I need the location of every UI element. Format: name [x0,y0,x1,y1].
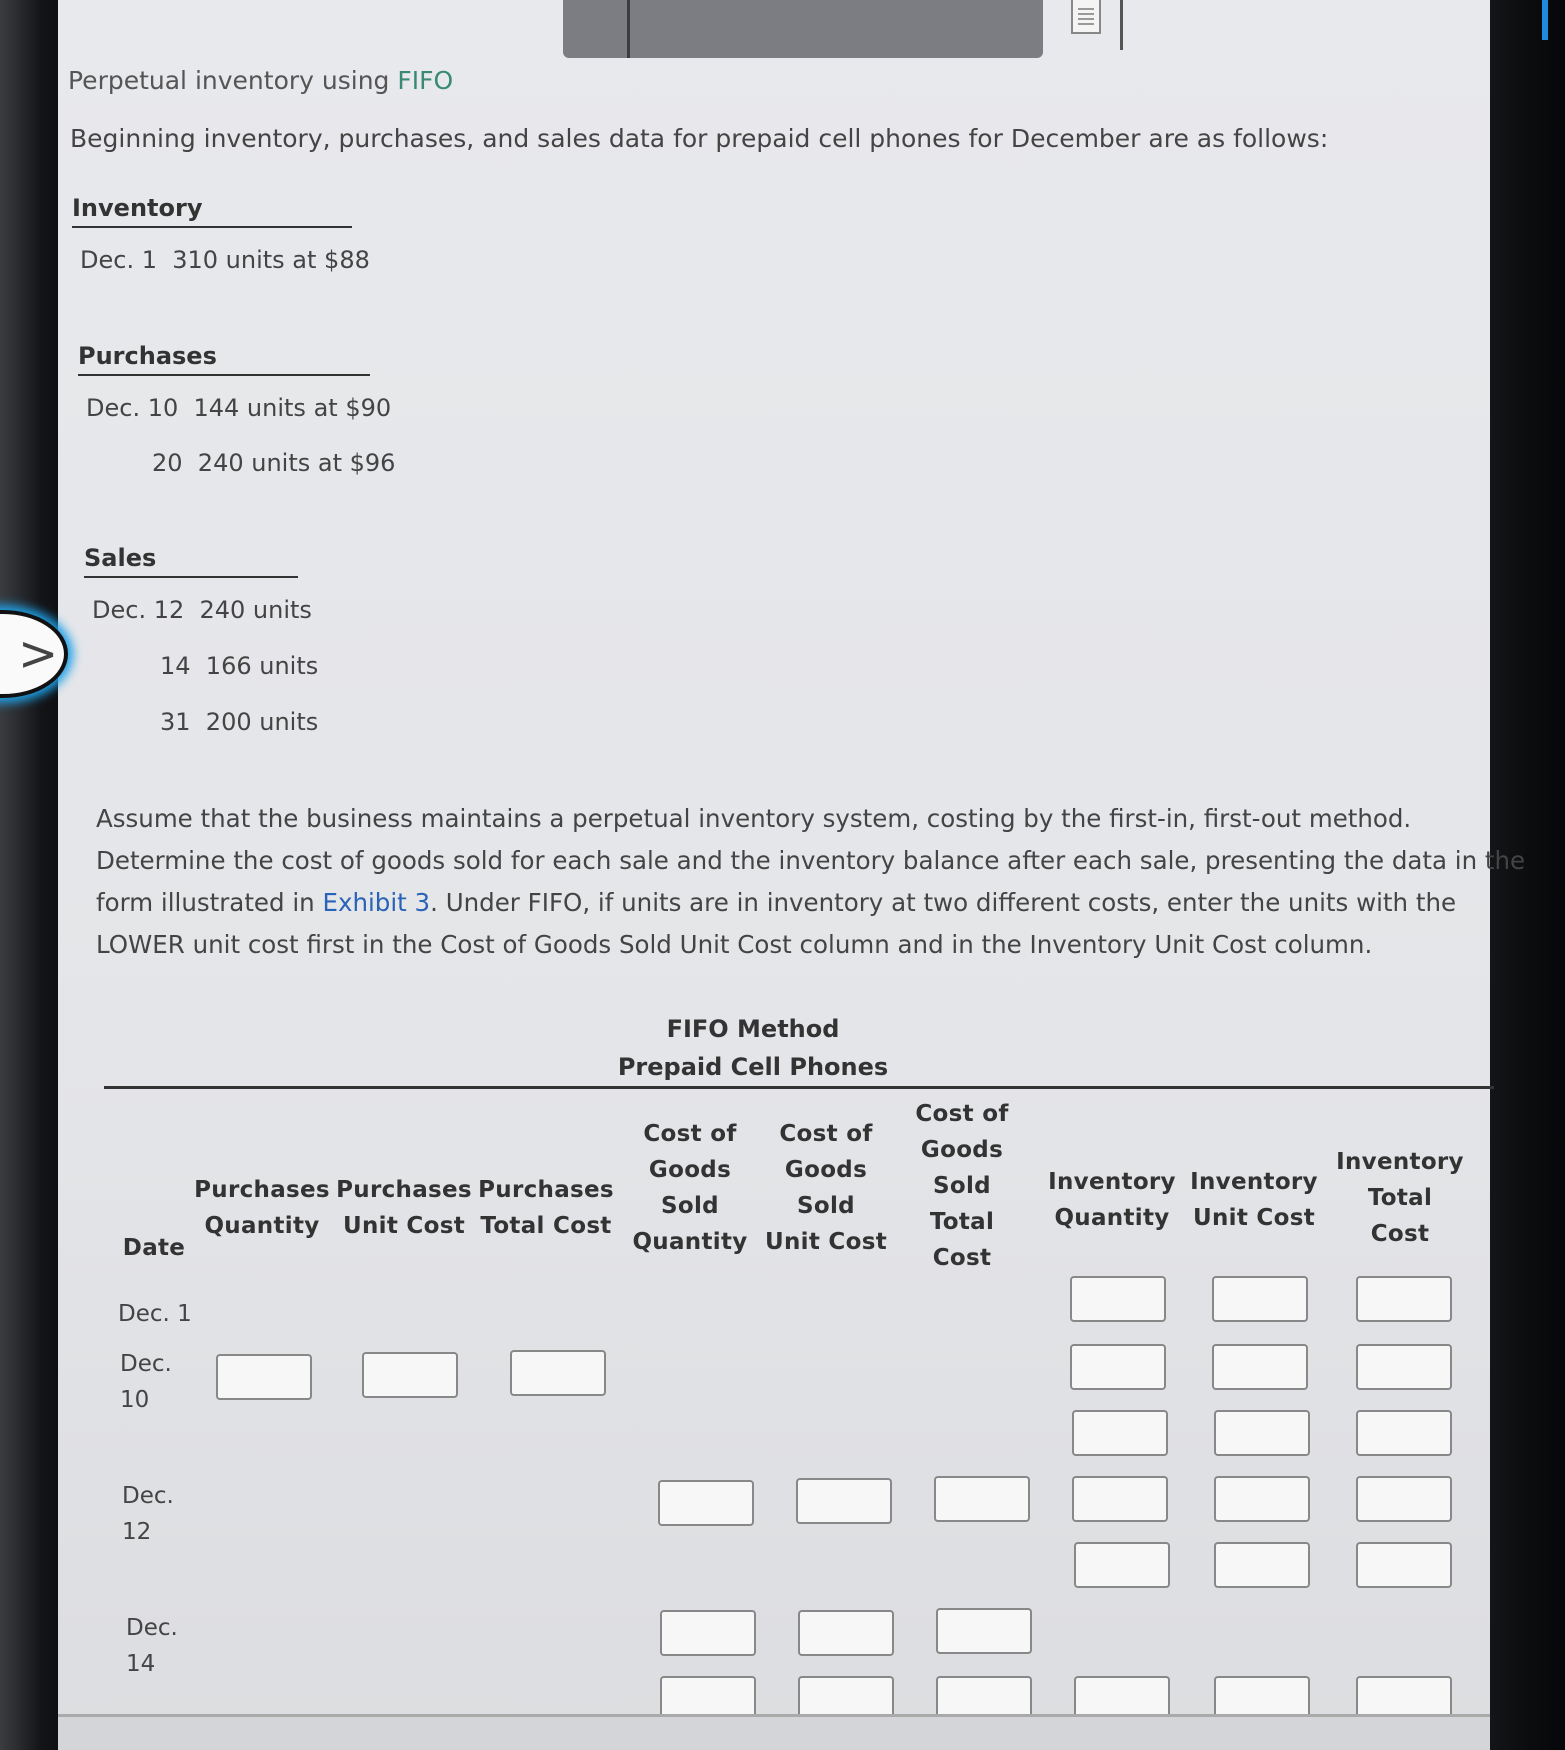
inventory-quantity-input[interactable] [1070,1344,1166,1390]
inventory-unit-cost-input[interactable] [1214,1410,1310,1456]
device-bezel-left [0,0,58,1750]
intro-text: Beginning inventory, purchases, and sales data for prepaid cell phones for December are as follows: [70,124,1329,153]
sales-line: 31 200 units [160,708,319,736]
table-title [613,1010,893,1086]
purchase-line: 20 240 units at $96 [152,449,396,477]
header-date: Date [122,1235,186,1261]
chevron-right-icon: > [18,626,59,682]
inventory-quantity-input[interactable] [1072,1410,1168,1456]
inventory-total-cost-input[interactable] [1356,1344,1452,1390]
header-inventory-unit-cost: Inventory Unit Cost [1190,1169,1318,1231]
inventory-unit-cost-input[interactable] [1212,1344,1308,1390]
sales-heading: Sales [84,544,298,578]
header-purchases-quantity: Purchases Quantity [194,1177,330,1239]
header-cogs-unit-cost: Cost of Goods Sold Unit Cost [764,1121,887,1255]
row-date: Dec. 10 [120,1351,172,1413]
cogs-unit-cost-input[interactable] [798,1610,894,1656]
header-purchases-total-cost: Purchases Total Cost [478,1177,614,1239]
cogs-quantity-input[interactable] [660,1610,756,1656]
bottom-footer-bar [58,1714,1490,1750]
row-date: Dec. 12 [122,1483,174,1545]
cogs-quantity-input[interactable] [658,1480,754,1526]
title-method: FIFO [397,66,454,95]
table-title-line: FIFO Method [666,1015,840,1043]
inventory-total-cost-input[interactable] [1356,1476,1452,1522]
cogs-total-cost-input[interactable] [936,1608,1032,1654]
row-date: Dec. 14 [126,1615,178,1677]
inventory-unit-cost-input[interactable] [1212,1276,1308,1322]
cogs-total-cost-input[interactable] [934,1476,1030,1522]
purchase-line: Dec. 10 144 units at $90 [86,394,392,422]
title-text: Perpetual inventory using [68,66,398,95]
page-title [68,66,453,95]
header-inventory-quantity: Inventory Quantity [1048,1169,1176,1231]
purchases-heading: Purchases [78,342,370,376]
inventory-total-cost-input[interactable] [1356,1542,1452,1588]
screen [58,0,1526,1750]
inventory-quantity-input[interactable] [1070,1276,1166,1322]
inventory-quantity-input[interactable] [1074,1542,1170,1588]
header-cogs-quantity: Cost of Goods Sold Quantity [632,1121,748,1255]
instructions-text: Assume that the business maintains a perpetual inventory system, costing by the first-in, first-out method. Determine the cost of goods sold for each sale and the inventory balance after each sale, presenting the data in the form illustrated in [96,804,1526,917]
question-content [58,0,1526,1750]
header-purchases-unit-cost: Purchases Unit Cost [336,1177,472,1239]
purchases-unit-cost-input[interactable] [362,1352,458,1398]
sales-line: Dec. 12 240 units [92,596,312,624]
inventory-heading: Inventory [72,194,352,228]
table-top-rule [104,1086,1494,1089]
inventory-unit-cost-input[interactable] [1214,1542,1310,1588]
header-cogs-total-cost: Cost of Goods Sold Total Cost [915,1101,1009,1271]
inventory-unit-cost-input[interactable] [1214,1476,1310,1522]
inventory-line: Dec. 1 310 units at $88 [80,246,370,274]
instructions [96,798,1536,966]
edge-highlight [1542,0,1548,40]
cogs-unit-cost-input[interactable] [796,1478,892,1524]
purchases-total-cost-input[interactable] [510,1350,606,1396]
header-inventory-total-cost: Inventory Total Cost [1336,1149,1464,1247]
inventory-quantity-input[interactable] [1072,1476,1168,1522]
purchases-quantity-input[interactable] [216,1354,312,1400]
inventory-total-cost-input[interactable] [1356,1276,1452,1322]
table-subtitle: Prepaid Cell Phones [617,1053,889,1081]
instructions-text: . Under FIFO, if units are in inventory at two different costs, enter the units with the LOWER unit cost first in the Cost of Goods Sold Unit Cost column and in the Inventory Unit Cost column. [96,888,1457,959]
row-date: Dec. 1 [118,1301,192,1327]
inventory-total-cost-input[interactable] [1356,1410,1452,1456]
sales-line: 14 166 units [160,652,319,680]
exhibit-link[interactable]: Exhibit 3 [322,888,431,917]
